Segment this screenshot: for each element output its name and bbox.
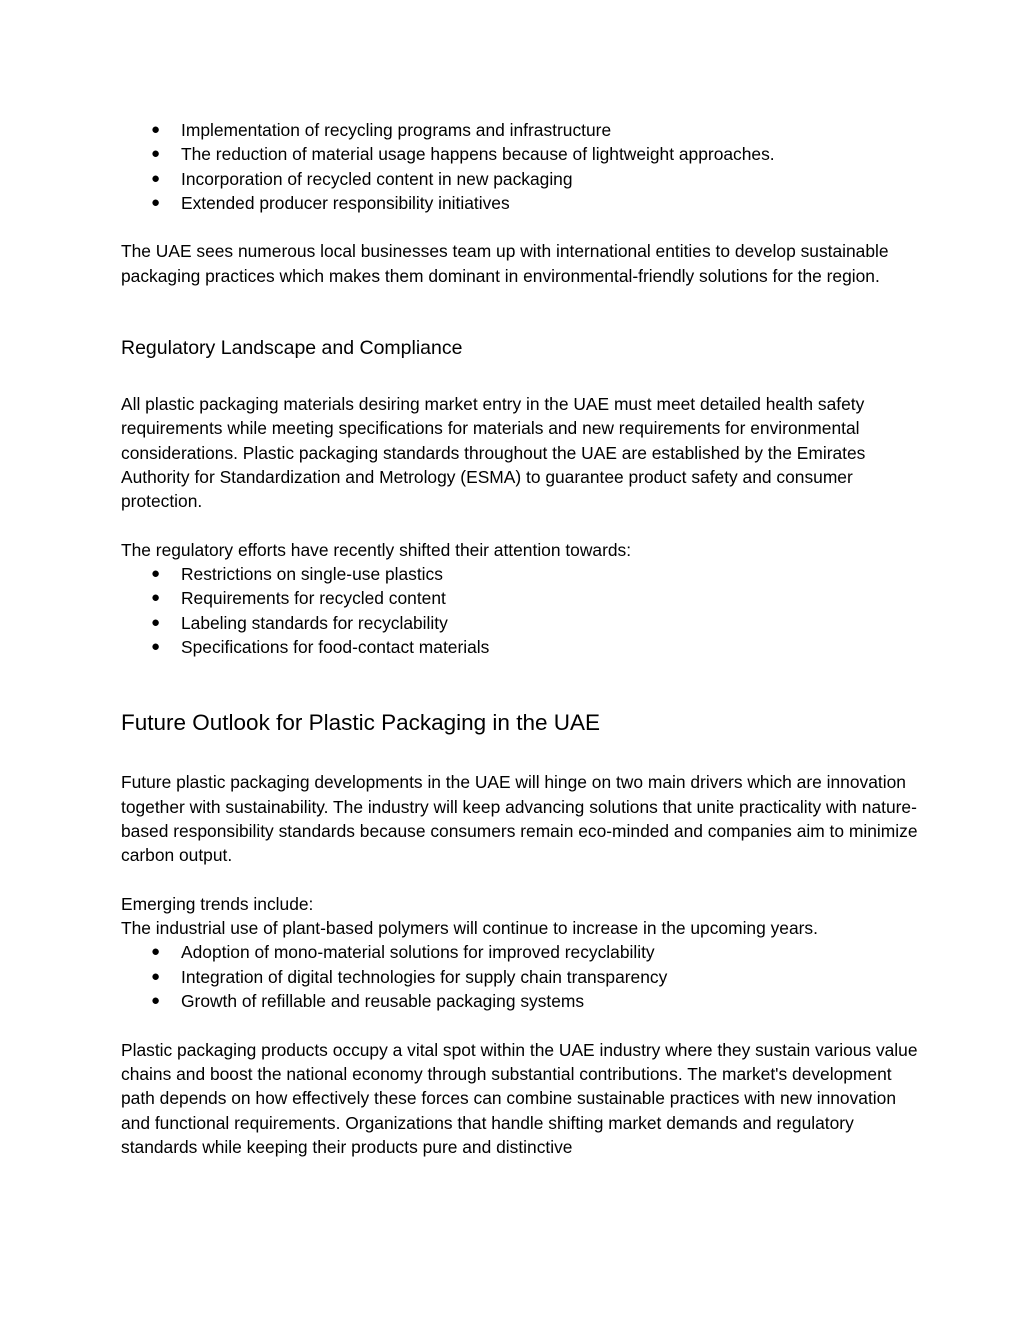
bullet-icon: ●: [151, 992, 161, 1010]
list-item: ● Growth of refillable and reusable packaging systems: [121, 989, 921, 1013]
bullet-icon: ●: [151, 613, 161, 631]
list-item: ● Requirements for recycled content: [121, 586, 921, 610]
list-item: ● Integration of digital technologies for supply chain transparency: [121, 965, 921, 989]
bullet-icon: ●: [151, 565, 161, 583]
regulatory-heading: Regulatory Landscape and Compliance: [121, 337, 463, 360]
list-item: ● Incorporation of recycled content in new packaging: [121, 167, 921, 191]
bullet-icon: ●: [151, 589, 161, 607]
list-item: ● Implementation of recycling programs and infrastructure: [121, 118, 921, 142]
bullet-icon: ●: [151, 169, 161, 187]
list-item: ● Specifications for food-contact materials: [121, 635, 921, 659]
conclusion-paragraph: Plastic packaging products occupy a vital spot within the UAE industry where they sustain various value chains and boost the national economy through substantial contributions. The market's development path depends on how effectively these forces can combine sustainable practices with new innovation and functional requirements. Organizations that handle shifting market demands and regulatory standards while keeping their products pure and distinctive: [121, 1039, 918, 1157]
uae-businesses-paragraph: The UAE sees numerous local businesses team up with international entities to develop sustainable packaging practices which makes them dominant in environmental-friendly solutions for the region.: [121, 241, 889, 286]
bullet-icon: ●: [151, 121, 161, 138]
regulatory-focus-paragraph: The regulatory efforts have recently shifted their attention towards:: [121, 539, 632, 560]
emerging-trends-first: The industrial use of plant-based polymers will continue to increase in the upcoming years.: [121, 918, 818, 939]
bullet-icon: ●: [151, 967, 161, 985]
list-item: ● Extended producer responsibility initiatives: [121, 191, 921, 215]
document-page: [121, 118, 921, 1159]
list-item: ● Labeling standards for recyclability: [121, 611, 921, 635]
bullet-icon: ●: [151, 638, 161, 656]
recycling-initiatives-list: [121, 118, 921, 215]
regulatory-paragraph: All plastic packaging materials desiring market entry in the UAE must meet detailed health safety requirements while meeting specifications for materials and new requirements for environmental considerations. Plastic packaging standards throughout the UAE are established by the Emirates Authority for Standardization and Metrology (ESMA) to guarantee product safety and consumer protection.: [121, 394, 866, 512]
bullet-icon: ●: [151, 145, 161, 163]
bullet-icon: ●: [151, 943, 161, 961]
emerging-trends-list: [121, 940, 921, 1013]
bullet-icon: ●: [151, 193, 161, 211]
emerging-trends-label: Emerging trends include:: [121, 893, 314, 914]
list-item: ● Adoption of mono-material solutions for improved recyclability: [121, 940, 921, 964]
list-item: ● The reduction of material usage happens because of lightweight approaches.: [121, 142, 921, 166]
future-outlook-heading: Future Outlook for Plastic Packaging in the UAE: [121, 710, 600, 736]
regulatory-focus-list: [121, 562, 921, 659]
future-outlook-paragraph: Future plastic packaging developments in the UAE will hinge on two main drivers which are innovation together with sustainability. The industry will keep advancing solutions that unite practicality with nature-based responsibility standards because consumers remain eco-minded and companies aim to minimize carbon output.: [121, 772, 918, 866]
list-item: ● Restrictions on single-use plastics: [121, 562, 921, 586]
